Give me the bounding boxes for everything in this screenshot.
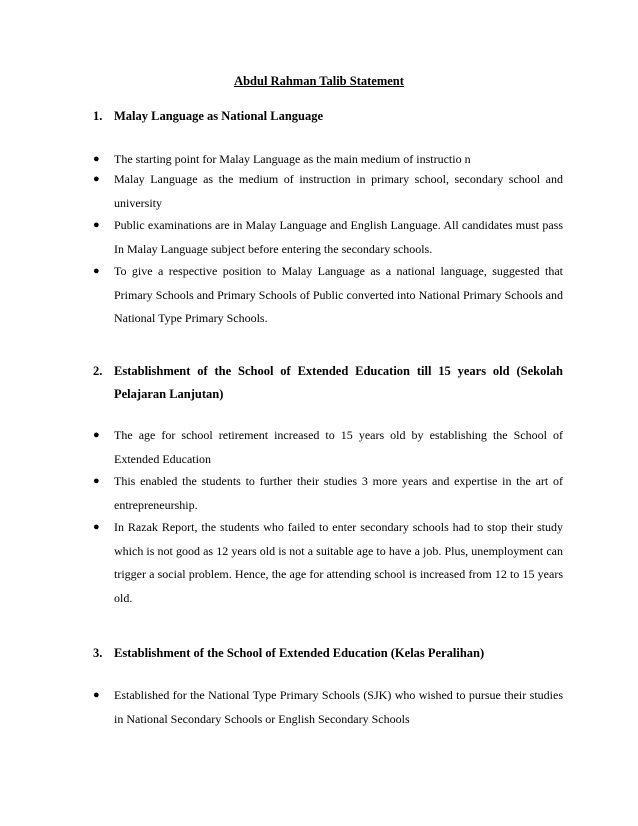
bullet-icon: ●	[93, 153, 100, 165]
list-item-text: Public examinations are in Malay Language and English Language. All candidates must pass In Malay Language subject before entering the secondary schools.	[114, 218, 563, 256]
bullet-icon: ●	[93, 429, 100, 441]
list-item-text: To give a respective position to Malay Language as a national language, suggested that Primary Schools and Primary Schools of Public converted into National Primary Schools and National Type Primary Schools.	[114, 264, 563, 325]
section-heading-1	[93, 103, 563, 130]
bullet-icon: ●	[93, 173, 100, 185]
section-heading-text: Malay Language as National Language	[114, 109, 324, 123]
list-item	[93, 260, 563, 331]
section-number: 2.	[93, 364, 103, 378]
list-item-text: Malay Language as the medium of instruction in primary school, secondary school and university	[114, 172, 563, 210]
list-item-text: In Razak Report, the students who failed to enter secondary schools had to stop their study which is not good as 12 years old is not a suitable age to have a job. Plus, unemployment can trigger a social problem. Hence, the age for attending school is increased from 12 to 15 years old.	[114, 520, 563, 605]
list-item-text: The starting point for Malay Language as the main medium of instructio n	[114, 152, 471, 166]
list-item	[93, 424, 563, 471]
list-item	[93, 684, 563, 731]
list-item-text: This enabled the students to further their studies 3 more years and expertise in the art of entrepreneurship.	[114, 474, 563, 512]
bullet-icon: ●	[93, 689, 100, 701]
bullet-icon: ●	[93, 475, 100, 487]
list-item	[93, 516, 563, 610]
section-number: 3.	[93, 646, 103, 660]
section-number: 1.	[93, 109, 103, 123]
list-item-text: The age for school retirement increased to 15 years old by establishing the School of Extended Education	[114, 428, 563, 466]
list-item	[93, 168, 563, 215]
section-heading-3	[93, 640, 563, 667]
section-heading-text: Establishment of the School of Extended Education till 15 years old (Sekolah Pelajaran Lanjutan)	[114, 364, 563, 401]
document-title: Abdul Rahman Talib Statement	[234, 74, 404, 88]
bullet-icon: ●	[93, 521, 100, 533]
list-item	[93, 470, 563, 517]
bullet-icon: ●	[93, 265, 100, 277]
section-heading-2	[93, 360, 563, 406]
list-item	[93, 214, 563, 261]
list-item-text: Established for the National Type Primary Schools (SJK) who wished to pursue their studies in National Secondary Schools or English Secondary Schools	[114, 688, 563, 726]
bullet-icon: ●	[93, 219, 100, 231]
section-heading-text: Establishment of the School of Extended Education (Kelas Peralihan)	[114, 646, 485, 660]
